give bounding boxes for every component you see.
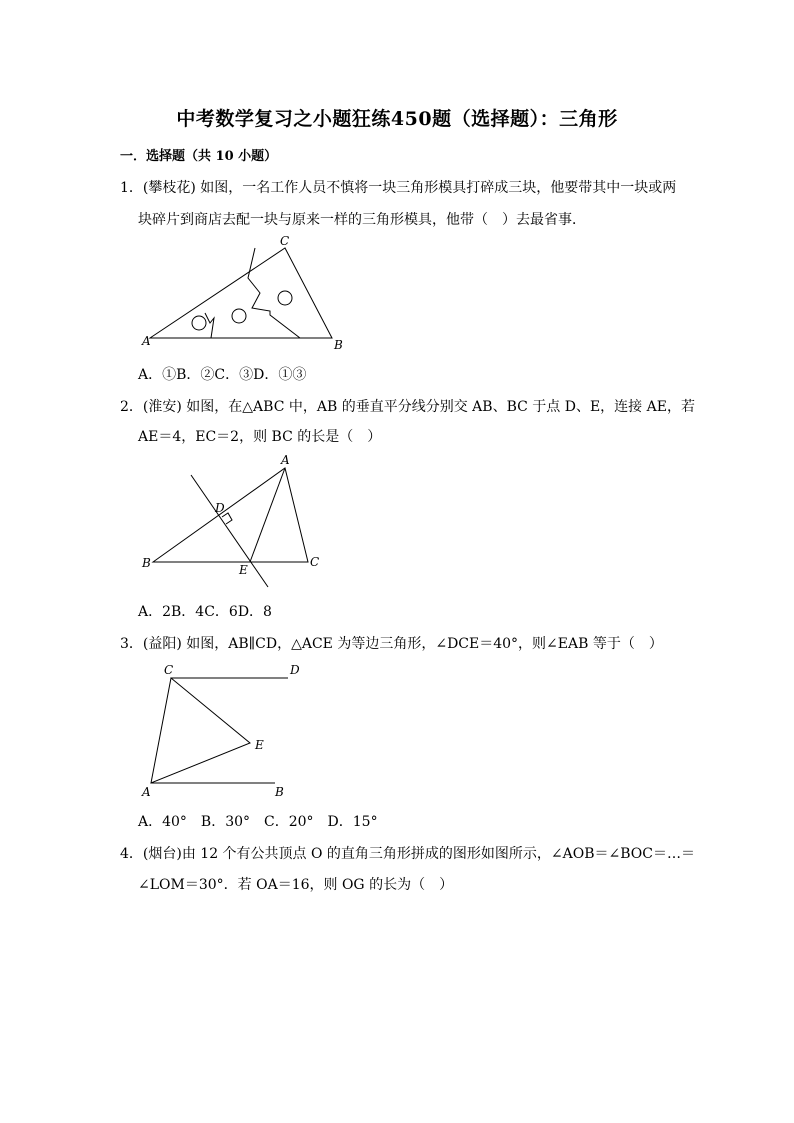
vertex-a-label: A	[281, 453, 290, 467]
point-b-label: B	[275, 785, 284, 799]
question-1-figure	[130, 233, 360, 353]
question-3-line-1: 3．(益阳) 如图，AB∥CD，△ACE 为等边三角形，∠DCE＝40°，则∠EAB 等于（ ）	[120, 636, 663, 652]
question-4-line-2: ∠LOM＝30°．若 OA＝16，则 OG 的长为（ ）	[138, 877, 454, 893]
question-4-line-1: 4．(烟台)由 12 个有公共顶点 O 的直角三角形拼成的图形如图所示，∠AOB＝∠BOC＝…＝	[120, 846, 695, 862]
section-heading: 一．选择题（共 10 小题）	[120, 149, 278, 164]
question-1-line-2: 块碎片到商店去配一块与原来一样的三角形模具，他带（ ）去最省事．	[138, 212, 586, 228]
vertex-a-label: A	[142, 334, 151, 348]
question-2-line-2: AE＝4，EC＝2，则 BC 的长是（ ）	[138, 429, 382, 445]
point-a-label: A	[142, 785, 151, 799]
question-3-figure	[138, 660, 318, 802]
vertex-b-label: B	[142, 556, 151, 570]
question-3-options: A．40° B．30° C．20° D．15°	[138, 814, 378, 830]
question-2-figure	[138, 450, 338, 590]
point-e-label: E	[239, 563, 248, 577]
point-e-label: E	[255, 738, 264, 752]
question-2-options: A．2B．4C．6D．8	[138, 604, 272, 620]
question-1-line-1: 1．(攀枝花) 如图，一名工作人员不慎将一块三角形模具打碎成三块，他要带其中一块或两	[120, 180, 677, 196]
vertex-b-label: B	[334, 338, 343, 352]
vertex-c-label: C	[310, 555, 320, 569]
point-c-label: C	[164, 663, 174, 677]
question-2-line-1: 2．(淮安) 如图，在△ABC 中，AB 的垂直平分线分别交 AB、BC 于点 D、E，连接 AE，若	[120, 399, 695, 415]
point-d-label: D	[215, 501, 225, 515]
page-title: 中考数学复习之小题狂练450题（选择题）：三角形	[176, 108, 618, 130]
question-1-options: A．①B．②C．③D．①③	[138, 367, 307, 383]
vertex-c-label: C	[280, 234, 290, 248]
point-d-label: D	[290, 663, 300, 677]
